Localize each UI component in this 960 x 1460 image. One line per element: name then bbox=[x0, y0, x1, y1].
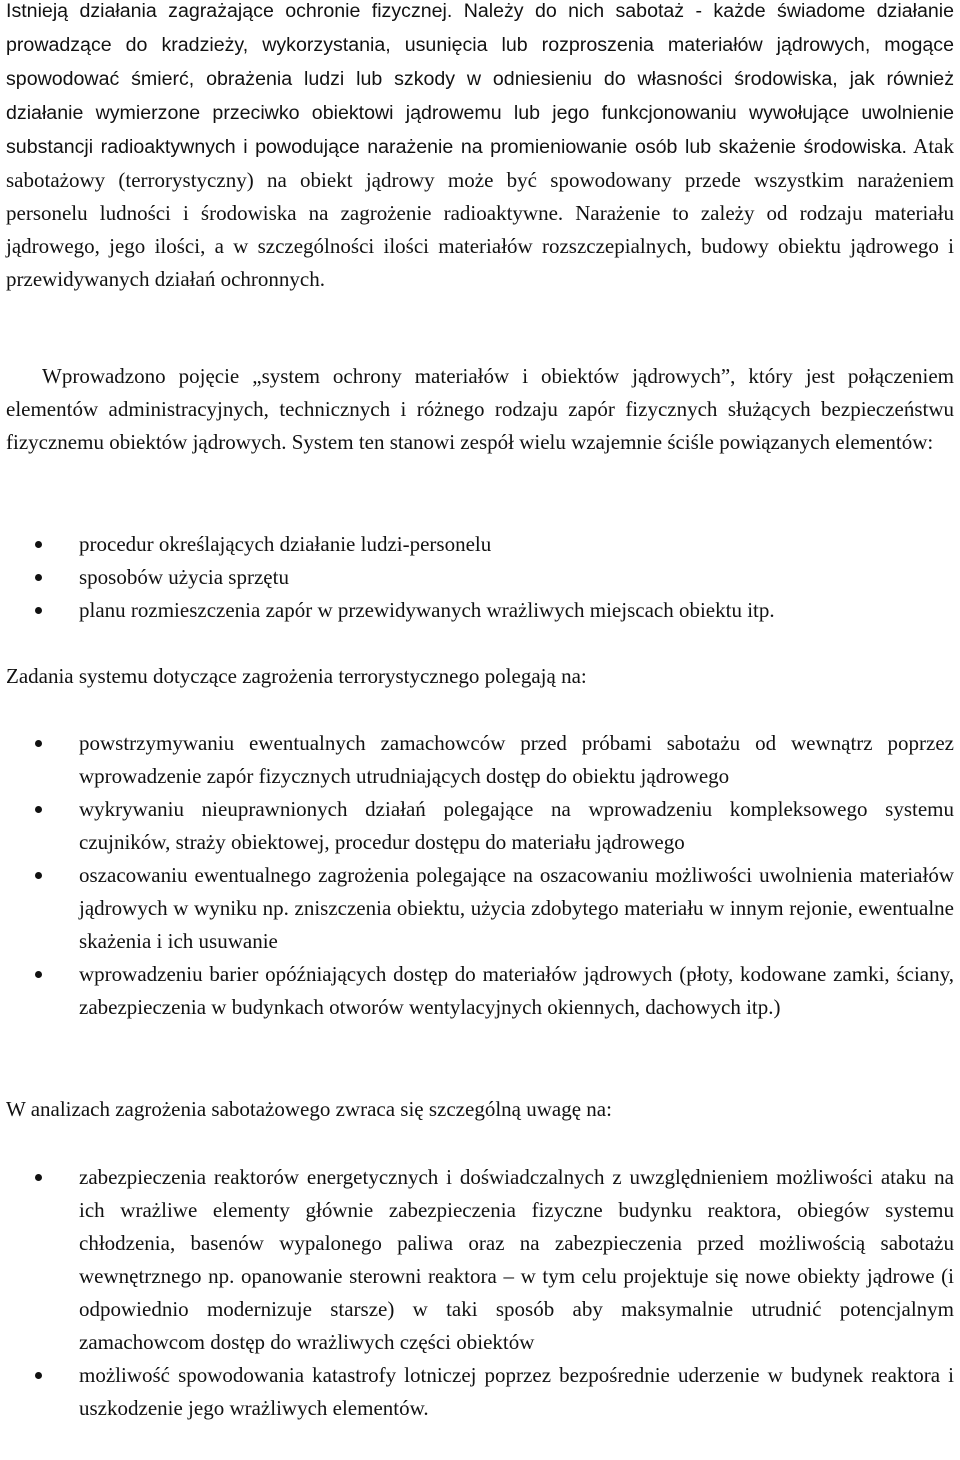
heading-system-tasks: Zadania systemu dotyczące zagrożenia terrorystycznego polegają na: bbox=[6, 664, 587, 688]
bullet-icon bbox=[35, 872, 42, 879]
paragraph-sabotage-sans-run: Istnieją działania zagrażające ochronie fizycznej. Należy do nich sabotaż - każde świadome działanie prowadzące do kradzieży, wykorzystania, usunięcia lub rozproszenia materiałów jądrowych, mogące spowodować śmierć, obrażenia ludzi lub szkody w odniesieniu do własności środowiska, jak również działanie wymierzone przeciwko obiektowi jądrowemu lub jego funkcjonowaniu wywołujące uwolnienie substancji radioaktywnych i powodujące narażenie na promieniowanie osób lub skażenie środowiska. bbox=[6, 0, 954, 158]
paragraph-protection-system: Wprowadzono pojęcie „system ochrony materiałów i obiektów jądrowych”, który jest połączeniem elementów administracyjnych, technicznych i różnego rodzaju zapór fizycznych służących bezpieczeństwu fizycznemu obiektów jądrowych. System ten stanowi zespół wielu wzajemnie ściśle powiązanych elementów: bbox=[6, 364, 954, 454]
list-item bbox=[0, 793, 954, 859]
list-item bbox=[0, 528, 954, 561]
bullet-icon bbox=[35, 971, 42, 978]
bullet-icon bbox=[35, 1372, 42, 1379]
bullet-icon bbox=[35, 1174, 42, 1181]
list-item-text: możliwość spowodowania katastrofy lotniczej poprzez bezpośrednie uderzenie w budynek reaktora i uszkodzenie jego wrażliwych elementów. bbox=[79, 1363, 954, 1420]
list-item bbox=[0, 958, 954, 1024]
list-item-text: planu rozmieszczenia zapór w przewidywanych wrażliwych miejscach obiektu itp. bbox=[79, 598, 775, 622]
list-item-text: powstrzymywaniu ewentualnych zamachowców przed próbami sabotażu od wewnątrz poprzez wprowadzenie zapór fizycznych utrudniających dostęp do obiektu jądrowego bbox=[79, 731, 954, 788]
list-item-text: oszacowaniu ewentualnego zagrożenia polegające na oszacowaniu możliwości uwolnienia materiałów jądrowych w wyniku np. zniszczenia obiektu, użycia zdobytego materiału w innym rejonie, ewentualne skażenia i ich usuwanie bbox=[79, 863, 954, 953]
heading-sabotage-analysis: W analizach zagrożenia sabotażowego zwraca się szczególną uwagę na: bbox=[6, 1097, 612, 1121]
list-item bbox=[0, 859, 954, 958]
list-item bbox=[0, 1359, 954, 1425]
list-item bbox=[0, 561, 954, 594]
list-item-text: wykrywaniu nieuprawnionych działań polegające na wprowadzeniu kompleksowego systemu czujników, straży obiektowej, procedur dostępu do materiału jądrowego bbox=[79, 797, 954, 854]
list-system-elements bbox=[0, 528, 954, 627]
bullet-icon bbox=[35, 740, 42, 747]
paragraph-sabotage-definition bbox=[6, 0, 954, 296]
paragraph-sabotage-serif-run: Atak sabotażowy (terrorystyczny) na obiekt jądrowy może być spowodowany przede wszystkim narażeniem personelu ludności i środowiska na zagrożenie radioaktywne. Narażenie to zależy od rodzaju materiału jądrowego, jego ilości, a w szczególności ilości materiałów rozszczepialnych, budowy obiektu jądrowego i przewidywanych działań ochronnych. bbox=[6, 134, 954, 291]
list-item bbox=[0, 594, 954, 627]
list-item-text: wprowadzeniu barier opóźniających dostęp do materiałów jądrowych (płoty, kodowane zamki, ściany, zabezpieczenia w budynkach otworów wentylacyjnych okiennych, dachowych itp.) bbox=[79, 962, 954, 1019]
list-item bbox=[0, 1161, 954, 1359]
list-system-tasks bbox=[0, 727, 954, 1024]
list-item-text: zabezpieczenia reaktorów energetycznych i doświadczalnych z uwzględnieniem możliwości ataku na ich wrażliwe elementy głównie zabezpieczenia fizyczne budynku reaktora, obiegów systemu chłodzenia, basenów wypalonego paliwa oraz na zabezpieczenia przed możliwością sabotażu wewnętrznego np. opanowanie sterowni reaktora – w tym celu projektuje się nowe obiekty jądrowe (i odpowiednio modernizuje starsze) w taki sposób aby maksymalnie utrudnić potencjalnym zamachowcom dostęp do wrażliwych części obiektów bbox=[79, 1165, 954, 1354]
bullet-icon bbox=[35, 541, 42, 548]
list-item-text: sposobów użycia sprzętu bbox=[79, 565, 289, 589]
bullet-icon bbox=[35, 806, 42, 813]
bullet-icon bbox=[35, 607, 42, 614]
list-item bbox=[0, 727, 954, 793]
list-sabotage-analysis bbox=[0, 1161, 954, 1425]
bullet-icon bbox=[35, 574, 42, 581]
list-item-text: procedur określających działanie ludzi-personelu bbox=[79, 532, 492, 556]
